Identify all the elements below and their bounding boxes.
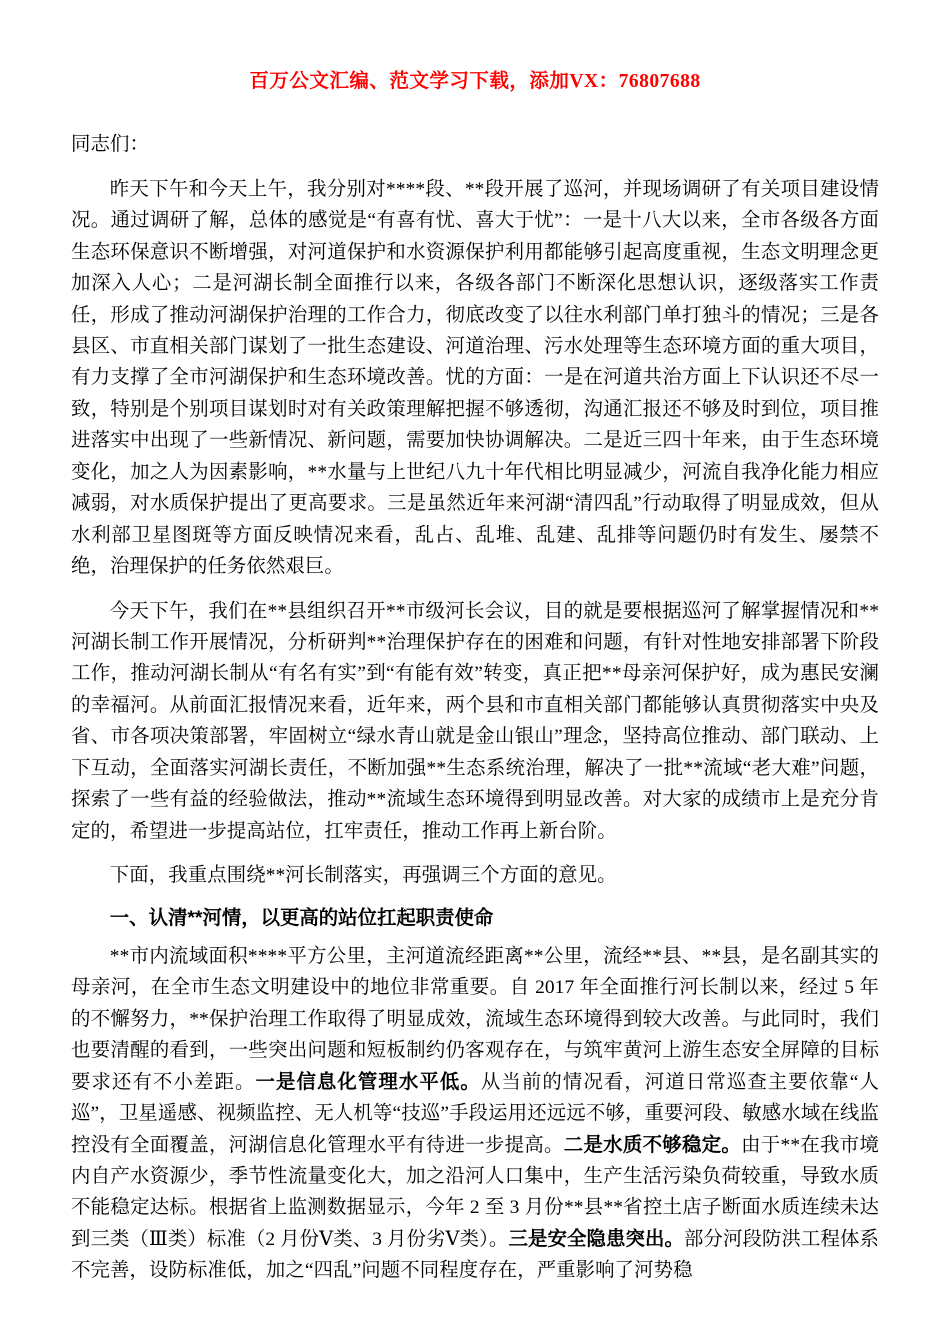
- section-heading-1: 一、认清**河情，以更高的站位扛起职责使命: [109, 907, 494, 930]
- run-text: 由于**在我市境内自产水资源少，季节性流量变化大，加之沿河人口集中，生产生活污染负荷较重，导致水质不能稳定达标。根据省上监测数据显示，今年 2 至 3 月份**县**省控土店子断面水质连续未达到三类（Ⅲ类）标准（2 月份Ⅴ类、3 月份劣Ⅴ类）。: [71, 1134, 879, 1250]
- spacer: [71, 165, 879, 174]
- spacer: [71, 587, 879, 596]
- paragraph-1: 昨天下午和今天上午，我分别对****段、**段开展了巡河，并现场调研了有关项目建设情况。通过调研了解，总体的感觉是“有喜有忧、喜大于忧”：一是十八大以来，全市各级各方面生态环保意识不断增强，对河道保护和水资源保护利用都能够引起高度重视，生态文明理念更加深入人心；二是河湖长制全面推行以来，各级各部门不断深化思想认识，逐级落实工作责任，形成了推动河湖保护治理的工作合力，彻底改变了以往水利部门单打独斗的情况；三是各县区、市直相关部门谋划了一批生态建设、河道治理、污水处理等生态环境方面的重大项目，有力支撑了全市河湖保护和生态环境改善。忧的方面：一是在河道共治方面上下认识还不尽一致，特别是个别项目谋划时对有关政策理解把握不够透彻，沟通汇报还不够及时到位，项目推进落实中出现了一些新情况、新问题，需要加快协调解决。二是近三四十年来，由于生态环境变化，加之人为因素影响，**水量与上世纪八九十年代相比明显减少，河流自我净化能力相应减弱，对水质保护提出了更高要求。三是虽然近年来河湖“清四乱”行动取得了明显成效，但从水利部卫星图斑等方面反映情况来看，乱占、乱堆、乱建、乱排等问题仍时有发生、屡禁不绝，治理保护的任务依然艰巨。: [71, 178, 879, 578]
- run-text: **市内流域面积****平方公里，主河道流经距离**公里，流经**县、**县，是名副其实的母亲河，在全市生态文明建设中的地位非常重要。自 2017 年全面推行河长制以来，经过 5 年的不懈努力，**保护治理工作取得了明显成效，流域生态环境得到较大改善。与此同时，我们也要清醒的看到，一些突出问题和短板制约仍客观存在，与筑牢黄河上游生态安全屏障的目标要求还有不小差距。: [71, 945, 879, 1093]
- spacer: [71, 851, 879, 860]
- run-text: 从当前的情况看，河道日常巡查主要依靠“人巡”，卫星遥感、视频监控、无人机等“技巡”手段运用还远远不够，重要河段、敏感水域在线监控没有全面覆盖，河湖信息化管理水平有待进一步提高。: [71, 1071, 879, 1156]
- salutation: 同志们：: [71, 134, 149, 156]
- run-emphasis: 一是信息化管理水平低。: [255, 1071, 481, 1093]
- run-text: 部分河段防洪工程体系不完善，设防标准低，加之“四乱”问题不同程度存在，严重影响了河势稳: [71, 1228, 880, 1282]
- run-emphasis: 二是水质不够稳定。: [563, 1134, 742, 1156]
- paragraph-3: 下面，我重点围绕**河长制落实，再强调三个方面的意见。: [109, 865, 617, 887]
- paragraph-2: 今天下午，我们在**县组织召开**市级河长会议，目的就是要根据巡河了解掌握情况和**河湖长制工作开展情况，分析研判**治理保护存在的困难和问题，有针对性地安排部署下阶段工作，推动河湖长制从“有名有实”到“有能有效”转变，真正把**母亲河保护好，成为惠民安澜的幸福河。从前面汇报情况来看，近年来，两个县和市直相关部门都能够认真贯彻落实中央及省、市各项决策部署，牢固树立“绿水青山就是金山银山”理念，坚持高位推动、部门联动、上下互动，全面落实河湖长责任，不断加强**生态系统治理，解决了一批**流域“老大难”问题，探索了一些有益的经验做法，推动**流域生态环境得到明显改善。对大家的成绩市上是充分肯定的，希望进一步提高站位，扛牢责任，推动工作再上新台阶。: [71, 600, 879, 842]
- promo-banner: 百万公文汇编、范文学习下载，添加VX：76807688: [249, 71, 701, 92]
- run-emphasis: 三是安全隐患突出。: [508, 1228, 684, 1250]
- section-body-1: [71, 941, 879, 1287]
- document-body: [71, 93, 879, 1286]
